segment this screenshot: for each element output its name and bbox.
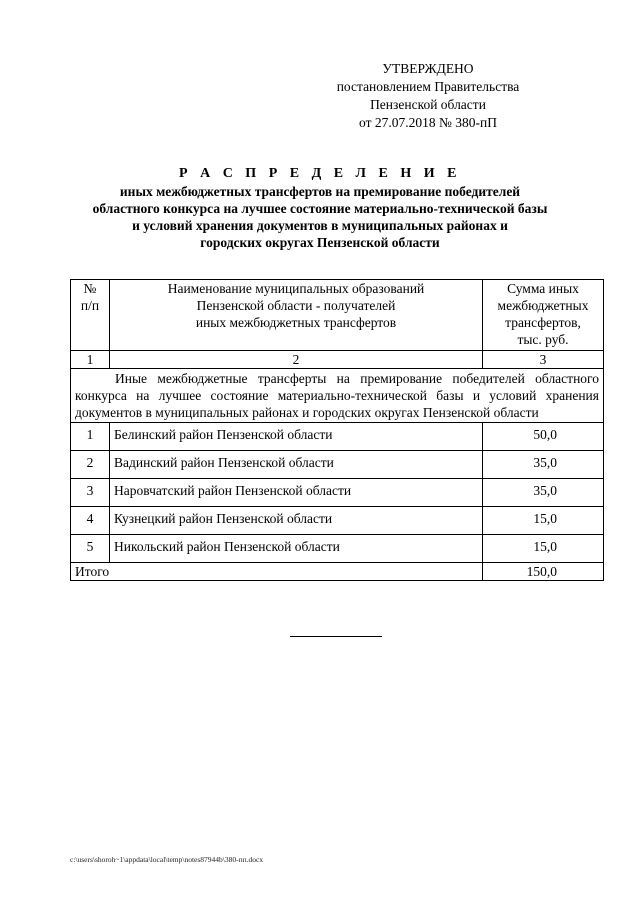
header-sum-line-3: трансфертов, (505, 315, 581, 330)
header-num-line-1: № (83, 281, 97, 296)
header-sum-line-1: Сумма иных (507, 281, 579, 296)
row-num: 2 (71, 451, 110, 479)
table-row (71, 535, 604, 563)
column-number: 2 (110, 351, 483, 369)
row-amount: 50,0 (483, 423, 604, 451)
group-title-row (71, 369, 604, 423)
file-path-footer: c:\users\shoroh~1\appdata\local\temp\notes87944b\380-пп.docx (70, 855, 264, 864)
separator-line (290, 636, 382, 637)
table-row (71, 451, 604, 479)
table-header-row (71, 280, 604, 351)
header-name (110, 280, 483, 351)
row-amount: 15,0 (483, 535, 604, 563)
distribution-table (70, 279, 604, 581)
column-number: 1 (71, 351, 110, 369)
column-number-row (71, 351, 604, 369)
approval-heading: УТВЕРЖДЕНО (382, 61, 474, 76)
row-num: 1 (71, 423, 110, 451)
header-sum-line-4: тыс. руб. (517, 332, 569, 347)
row-amount: 35,0 (483, 479, 604, 507)
row-num: 4 (71, 507, 110, 535)
approval-line-region: Пензенской области (370, 97, 486, 112)
document-title (70, 165, 570, 251)
header-sum-line-2: межбюджетных (497, 298, 589, 313)
row-num: 5 (71, 535, 110, 563)
total-amount: 150,0 (483, 563, 604, 581)
approval-line-date: от 27.07.2018 № 380-пП (359, 115, 497, 130)
table-row (71, 423, 604, 451)
header-name-line-3: иных межбюджетных трансфертов (195, 315, 397, 330)
title-line-2: областного конкурса на лучшее состояние материально-технической базы (92, 201, 548, 216)
row-name: Никольский район Пензенской области (110, 535, 483, 563)
title-line-3: и условий хранения документов в муниципальных районах и (132, 218, 508, 233)
total-row (71, 563, 604, 581)
table-row (71, 507, 604, 535)
header-name-line-2: Пензенской области - получателей (196, 298, 396, 313)
row-name: Вадинский район Пензенской области (110, 451, 483, 479)
column-number: 3 (483, 351, 604, 369)
row-name: Белинский район Пензенской области (110, 423, 483, 451)
approval-line-resolution: постановлением Правительства (336, 79, 520, 94)
title-line-4: городских округах Пензенской области (200, 235, 440, 250)
total-label: Итого (71, 563, 483, 581)
header-num-line-2: п/п (80, 298, 100, 313)
group-title: Иные межбюджетные трансферты на премирование победителей областного конкурса на лучшее состояние материально-технической базы и условий хранения документов в муниципальных районах и городских округах Пензенской области (71, 369, 604, 423)
title-line-1: иных межбюджетных трансфертов на премирование победителей (119, 184, 521, 199)
row-num: 3 (71, 479, 110, 507)
row-amount: 35,0 (483, 451, 604, 479)
row-name: Наровчатский район Пензенской области (110, 479, 483, 507)
table-row (71, 479, 604, 507)
header-sum (483, 280, 604, 351)
title-main: Р А С П Р Е Д Е Л Е Н И Е (179, 166, 461, 181)
row-name: Кузнецкий район Пензенской области (110, 507, 483, 535)
header-num (71, 280, 110, 351)
approval-block (308, 60, 548, 132)
header-name-line-1: Наименование муниципальных образований (167, 281, 425, 296)
row-amount: 15,0 (483, 507, 604, 535)
